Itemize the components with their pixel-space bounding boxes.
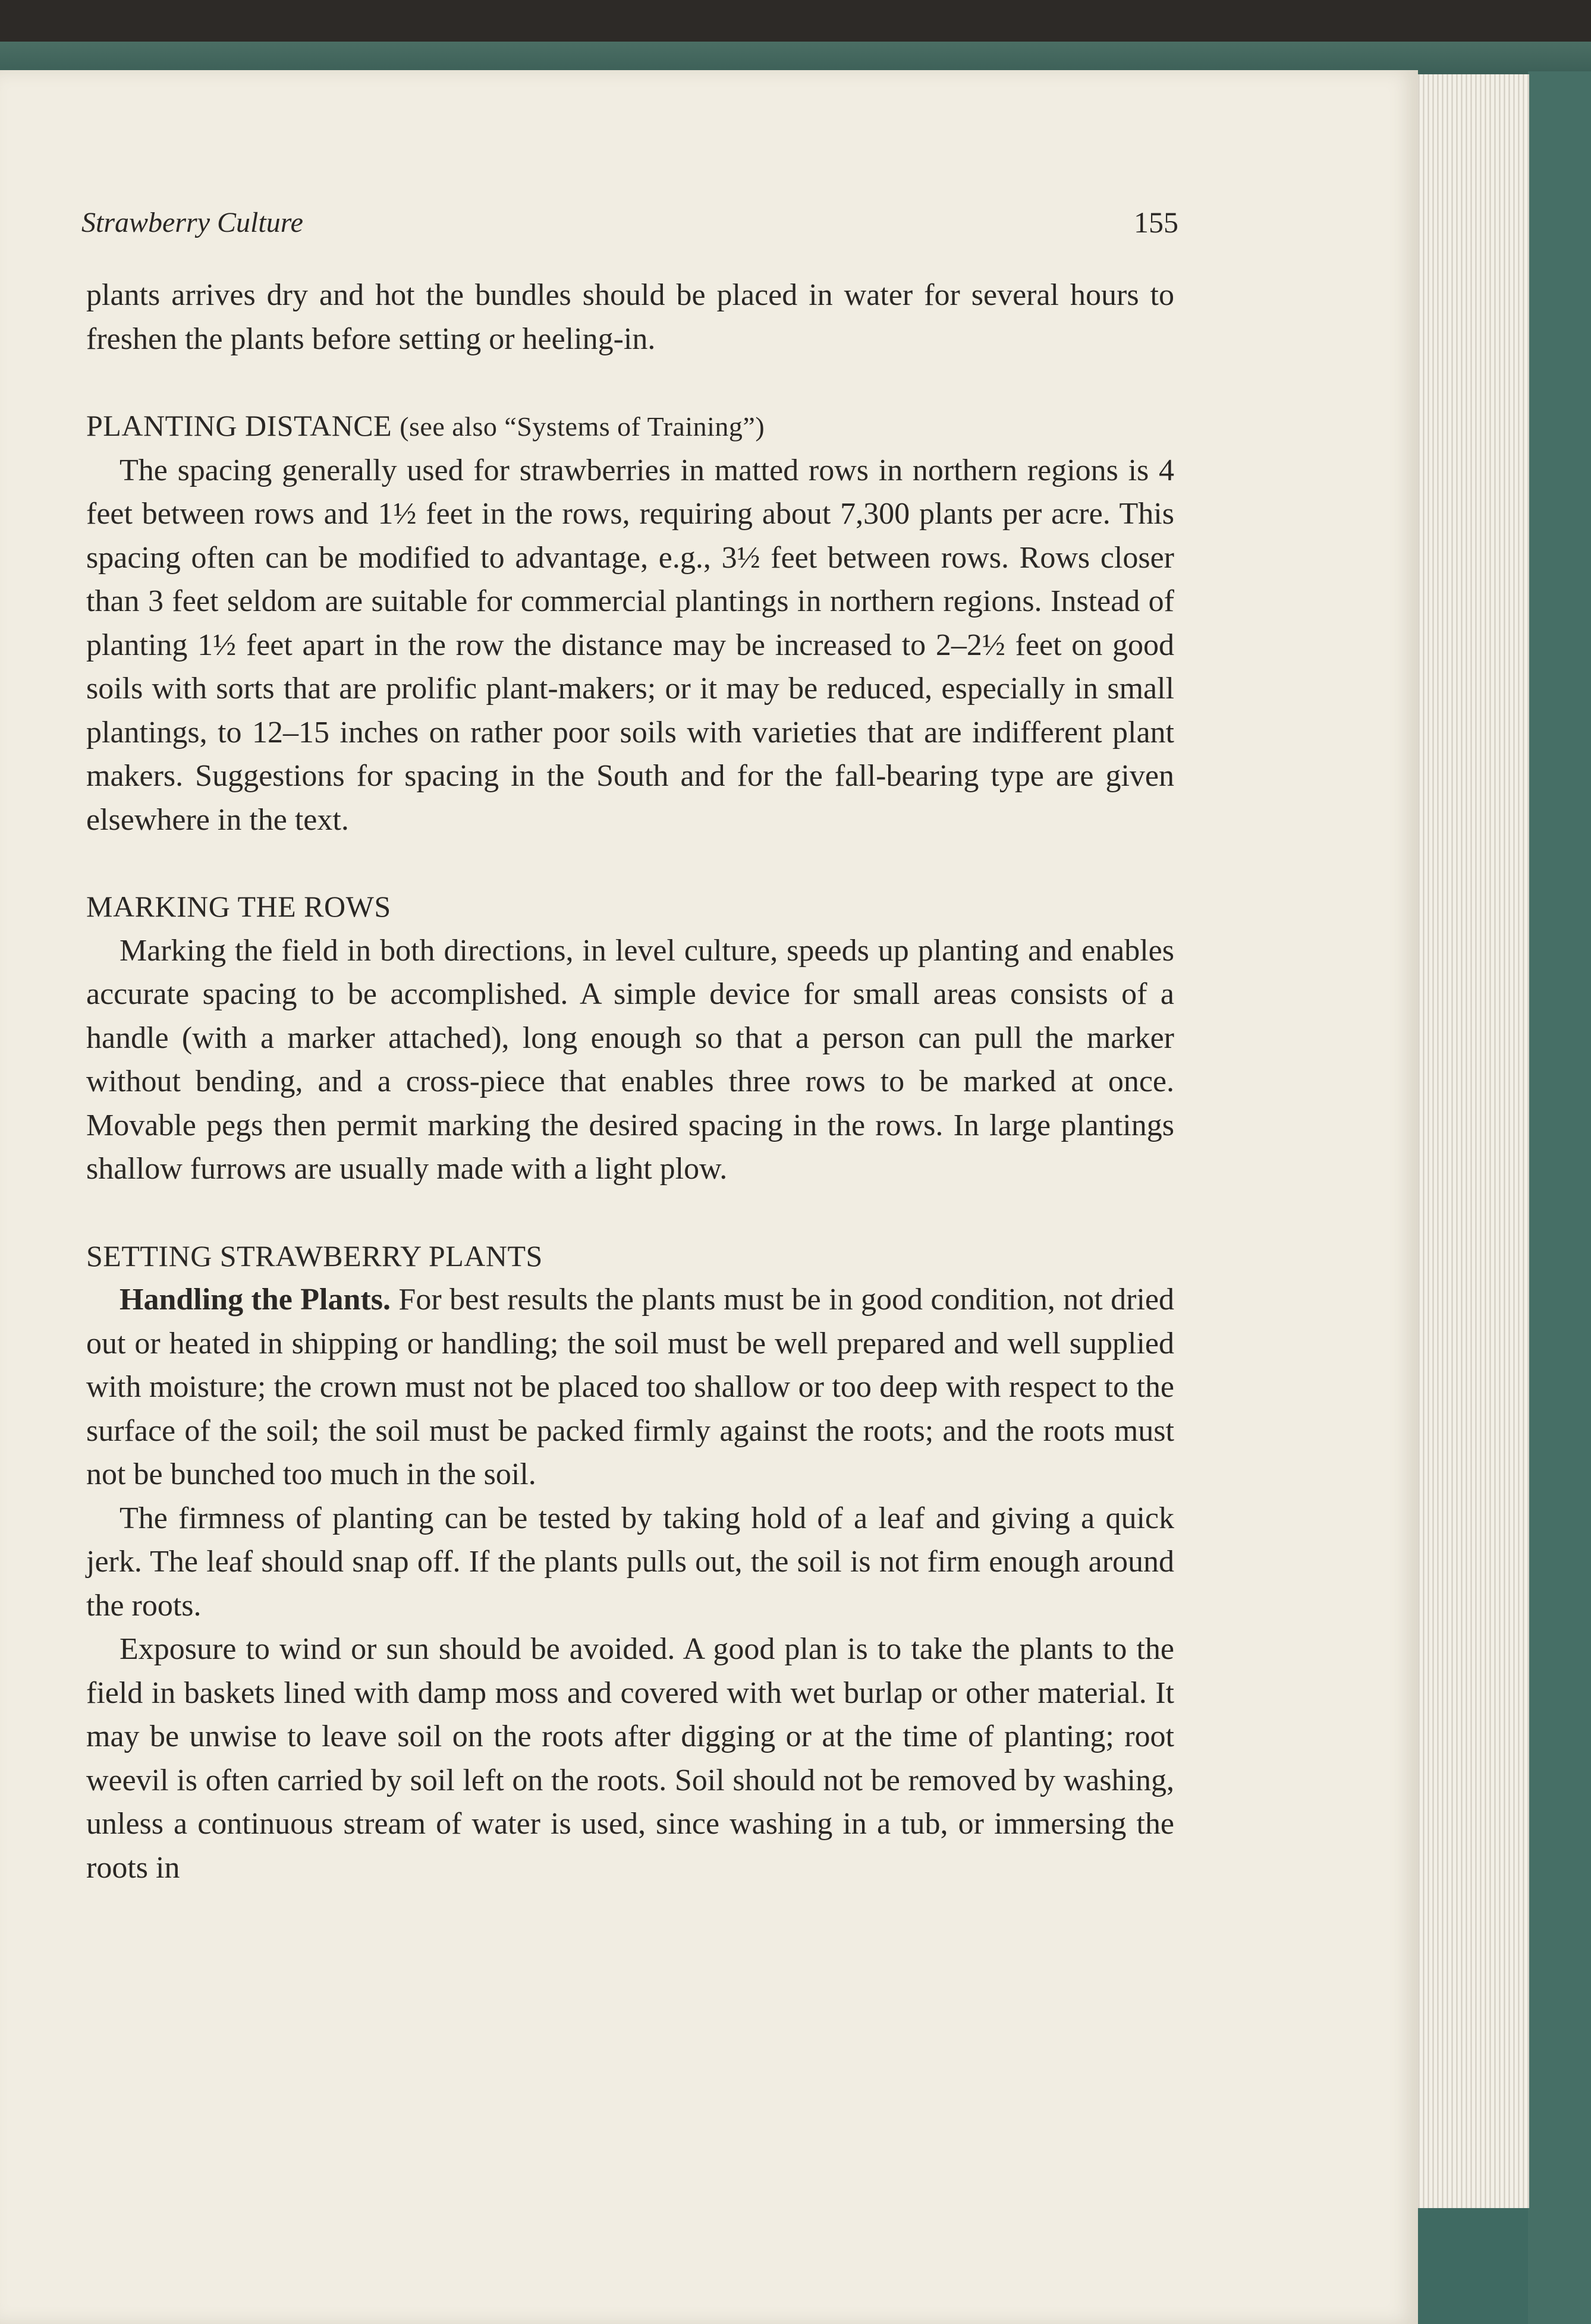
section-heading-setting-strawberry-plants: SETTING STRAWBERRY PLANTS [86,1239,543,1273]
paragraph: Marking the field in both directions, in level culture, speeds up planting and enables accurate spacing to be accomplished. A simple device for small areas consists of a handle (with a marker attached), long enough so that a person can pull the marker without bending, and a cross-piece that enables three rows to be marked at once. Movable pegs then permit marking the desired spacing in the rows. In large plantings shallow furrows are usually made with a light plow. [86,933,1174,1186]
section-heading-planting-distance [86,404,1174,449]
section-heading-marking-the-rows: MARKING THE ROWS [86,890,391,923]
paragraph: The firmness of planting can be tested by taking hold of a leaf and giving a quick jerk. The leaf should snap off. If the plants pulls out, the soil is not firm enough around the roots. [86,1501,1174,1623]
page-number: 155 [1134,206,1178,239]
paragraph: Exposure to wind or sun should be avoided. A good plan is to take the plants to the field in baskets lined with damp moss and covered with wet burlap or other material. It may be unwise to leave soil on the roots after digging or at the time of planting; root weevil is often carried by soil left on the roots. Soil should not be removed by washing, unless a continuous stream of water is used, since washing in a tub, or immersing the roots in [86,1632,1174,1885]
paragraph-handling-the-plants [86,1278,1174,1497]
running-head [81,201,1178,243]
run-in-text: For best results the plants must be in good condition, not dried out or heated in shipping or handling; the soil must be well prepared and well supplied with moisture; the crown must not be placed too shallow or too deep with respect to the surface of the soil; the soil must be packed firmly against the roots; and the roots must not be bunched too much in the soil. [86,1283,1174,1491]
run-in-title: Handling the Plants. [120,1283,391,1317]
section-heading-note: (see also “Systems of Training”) [400,411,765,442]
book-cover-top-edge [0,42,1591,74]
paragraph: The spacing generally used for strawberries in matted rows in northern regions is 4 feet between rows and 1½ feet in the rows, requiring about 7,300 plants per acre. This spacing often can be modified to advantage, e.g., 3½ feet between rows. Rows closer than 3 feet seldom are suitable for commercial plantings in northern regions. Instead of planting 1½ feet apart in the row the distance may be increased to 2–2½ feet on good soils with sorts that are prolific plant-makers; or it may be reduced, especially in small plantings, to 12–15 inches on rather poor soils with varieties that are indifferent plant makers. Suggestions for spacing in the South and for the fall-bearing type are given elsewhere in the text. [86,453,1174,837]
book-cover-right-edge [1528,71,1591,2324]
running-head-title: Strawberry Culture [81,207,303,238]
section-heading-text: PLANTING DISTANCE [86,409,392,442]
intro-paragraph: plants arrives dry and hot the bundles should be placed in water for several hours to freshen the plants before setting or heeling-in. [86,278,1174,356]
page-text-block [81,201,1178,1890]
